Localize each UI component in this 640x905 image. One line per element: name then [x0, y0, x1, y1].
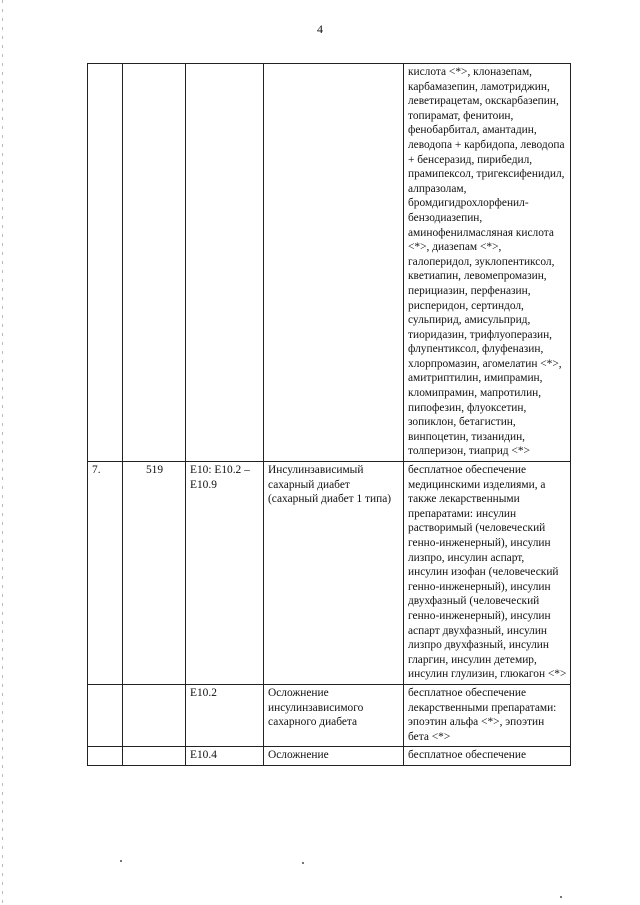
- drug-provision-table: [87, 63, 571, 766]
- table-row: [88, 64, 571, 462]
- row-number-cell: [88, 747, 123, 766]
- code-cell: [123, 747, 186, 766]
- disease-name-cell: Инсулинзависимый сахарный диабет (сахарный диабет 1 типа): [264, 462, 404, 685]
- table-row: [88, 462, 571, 685]
- icd-code-cell: Е10.4: [186, 747, 264, 766]
- disease-name-cell: Осложнение: [264, 747, 404, 766]
- provision-description-cell: бесплатное обеспечение медицинскими изделиями, а также лекарственными препаратами: инсулин растворимый (человеческий генно-инженерный), инсулин лизпро, инсулин аспарт, инсулин изофан (человеческий генно-инженерный), инсулин двухфазный (человеческий генно-инженерный), инсулин аспарт двухфазный, инсулин лизпро двухфазный, инсулин гларгин, инсулин детемир, инсулин глулизин, глюкагон <*>: [404, 462, 571, 685]
- provision-description-cell: бесплатное обеспечение лекарственными препаратами: эпоэтин альфа <*>, эпоэтин бета <*>: [404, 684, 571, 746]
- code-cell: [123, 684, 186, 746]
- disease-name-cell: Осложнение инсулинзависимого сахарного диабета: [264, 684, 404, 746]
- table-row: [88, 684, 571, 746]
- code-cell: 519: [123, 462, 186, 685]
- icd-code-cell: Е10.2: [186, 684, 264, 746]
- icd-code-cell: [186, 64, 264, 462]
- row-number-cell: [88, 64, 123, 462]
- scan-speck: [302, 862, 304, 864]
- page-number: 4: [317, 22, 323, 36]
- table-row: [88, 747, 571, 766]
- provision-description-cell: бесплатное обеспечение: [404, 747, 571, 766]
- icd-code-cell: Е10: Е10.2 – Е10.9: [186, 462, 264, 685]
- provision-description-cell: кислота <*>, клоназепам, карбамазепин, ламотриджин, леветирацетам, окскарбазепин, топирамат, фенитоин, фенобарбитал, амантадин, леводопа + карбидопа, леводопа + бенсеразид, пирибедил, прамипексол, тригексифенидил, алпразолам, бромдигидрохлорфенил-бензодиазепин, аминофенилмасляная кислота <*>, диазепам <*>, галоперидол, зуклопентиксол, кветиапин, левомепромазин, перициазин, перфеназин, рисперидон, сертиндол, сульпирид, амисульприд, тиоридазин, трифлуоперазин, флупентиксол, флуфеназин, хлорпромазин, агомелатин <*>, амитриптилин, имипрамин, кломипрамин, мапротилин, пипофезин, флуоксетин, зопиклон, бетагистин, винпоцетин, тизанидин, толперизон, тиаприд <*>: [404, 64, 571, 462]
- scan-speck: [120, 860, 122, 862]
- scan-edge-artifact: [2, 0, 3, 905]
- row-number-cell: 7.: [88, 462, 123, 685]
- disease-name-cell: [264, 64, 404, 462]
- row-number-cell: [88, 684, 123, 746]
- code-cell: [123, 64, 186, 462]
- scan-speck: [560, 896, 562, 898]
